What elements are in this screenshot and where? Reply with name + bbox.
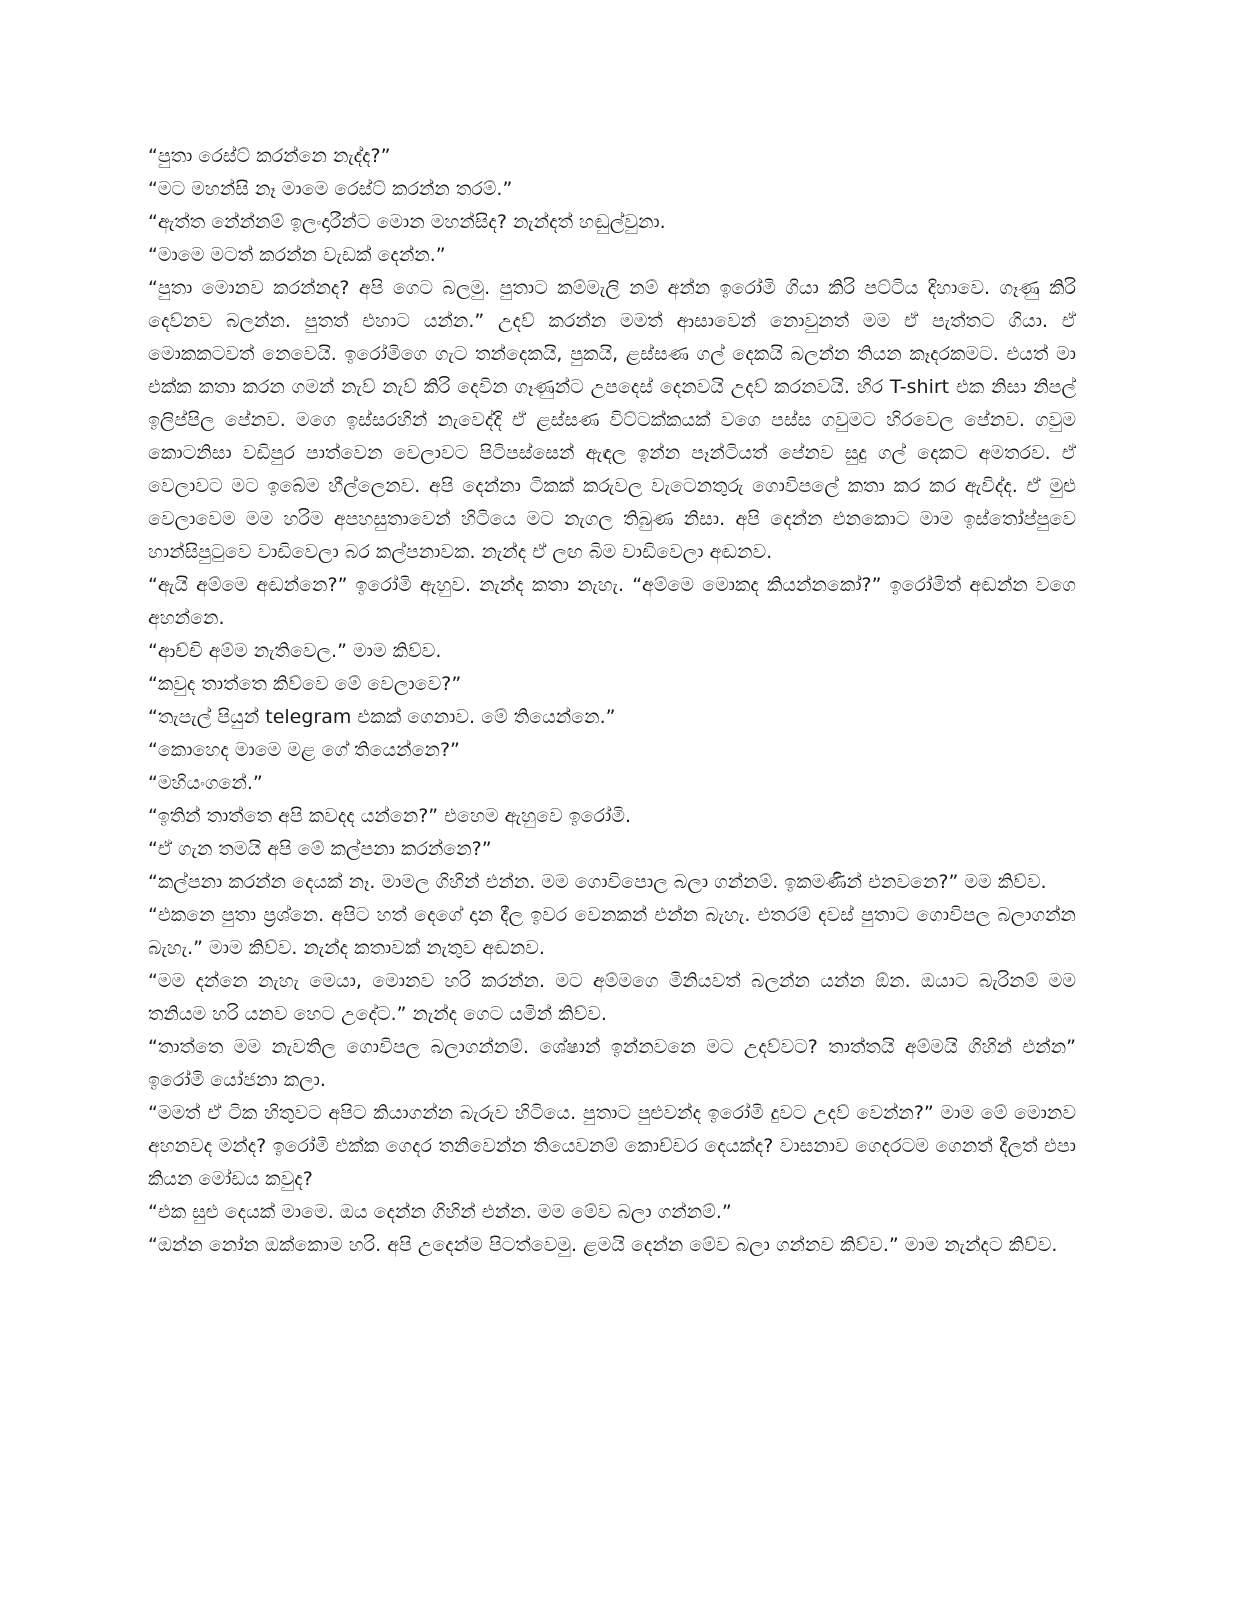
document-page <box>148 140 1076 1470</box>
paragraph: “කවුද තාත්තෙ කිව්වෙ මේ වෙලාවෙ?” <box>148 673 462 695</box>
paragraph: “ඉතින් තාත්තෙ අපි කවදද යන්නෙ?” එහෙම ඇහුවෙ ඉරෝමි. <box>148 805 631 827</box>
paragraph: “ආච්චි අම්ම නැතිවෙල.” මාම කිව්ව. <box>148 640 442 662</box>
paragraph: “එකනෙ පුතා ප්‍රශ්නෙ. අපිට හත් දෙගේ දාන දීල ඉවර වෙනකන් එන්න බැහැ. එතරම් දවස් පුතාට ගොවිපල බලාගන්න බැහැ.” මාම කිව්ව. නැන්ද කතාවක් නැතුව අඬනව. <box>148 904 1076 959</box>
paragraph: “මහියංගනේ.” <box>148 772 263 794</box>
paragraph: “ඒ ගැන තමයි අපි මේ කල්පනා කරන්නෙ?” <box>148 838 492 860</box>
paragraph: “ඔන්න නෝන ඔක්කොම හරි. අපි උදෙන්ම පිටත්වෙමු. ළමයි දෙන්න මේව බලා ගන්නව කිව්ව.” මාම නැන්දට කිව්ව. <box>148 1234 1058 1256</box>
paragraph: “ඇයි අම්මෙ අඬන්නෙ?” ඉරෝමි ඇහුව. නැන්ද කතා නැහැ. “අම්මෙ මොකද කියන්නකෝ?” ඉරෝමිත් අඬන්න වගෙ අහන්නෙ. <box>148 574 1076 629</box>
paragraph: “ඇත්ත නේන්නම් ඉලංදාරීන්ට මොන මහන්සිද? නැන්දත් හඬුල්වුනා. <box>148 211 666 233</box>
paragraph: “පුතා මොනව කරන්නද? අපි ගෙට බලමු. පුතාට කම්මැලි නම් අන්න ඉරෝමි ගියා කිරි පට්ටිය දිහාවෙ. ගෑණු කිරි දෙව්නව බලන්න. පුතත් එහාට යන්න.” උදව් කරන්න මමත් ආසාවෙන් නොවුනත් මම ඒ පැත්තට ගියා. ඒ මොකකටවත් නෙවෙයි. ඉරෝමිගෙ ගැට තන්දෙකයි, පුකයි, ළස්සණ ගල් දෙකයි බලන්න තියන කෑදරකමට. එයත් මා එක්ක කතා කරන ගමන් නැව් නැව් කිරි දෙවින ගෑණුන්ට උපදෙස් දෙනවයි උදව් කරනවයි. හිර T-shirt එක නිසා නිපල් ඉලිප්පිල පේනව. මගෙ ඉස්සරහින් නැවෙද්දි ඒ ළස්සණ විට්ටක්කයක් වගෙ පස්ස ගවුමට හිරවෙල පේනව. ගවුම කොටනිසා වඩිපුර පාත්වෙන වෙලාවට පිටිපස්සෙන් ඇඳල ඉන්න පෑන්ටියත් පේනව සුදු ගල් දෙකට අමතරව. ඒ වෙලාවට මට ඉබේම හීල්ලෙනව. අපි දෙන්නා ටිකක් කරුවල වැටෙනතුරු ගොවිපලේ කතා කර කර ඇවිද්ද. ඒ මුළු වෙලාවෙම මම හරිම අපහසුතාවෙන් හිටියෙ මට නැගල තිබුණ නිසා. අපි දෙන්න එනකොට මාම ඉස්තෝප්පුවෙ හාන්සිපුටුවෙ වාඩිවෙලා බර කල්පනාවක. නැන්ද ඒ ලඟ බිම වාඩිවෙලා අඬනව. <box>148 277 1076 563</box>
paragraph: “මාමෙ මටත් කරන්න වැඩක් දෙන්න.” <box>148 244 446 266</box>
paragraph: “කොහෙද මාමෙ මළ ගේ තියෙන්නෙ?” <box>148 739 460 761</box>
paragraph: “තාත්තෙ මම නැවතිල ගොවිපල බලාගන්නම්. ශේෂාන් ඉන්නවනෙ මට උදව්වට? තාත්තයි අම්මයි ගිහින් එන්න” ඉරෝමි යෝජනා කලා. <box>148 1036 1076 1091</box>
paragraph: “පුතා රෙස්ට් කරන්නෙ නැද්ද?” <box>148 145 391 167</box>
paragraph: “මට මහන්සි නෑ මාමෙ රෙස්ට් කරන්න තරම්.” <box>148 178 513 200</box>
paragraph: “මමත් ඒ ටික හිතුවට අපිට කියාගන්න බැරුව හිටියෙ. පුතාට පුළුවන්ද ඉරෝමි දුවට උදව් වෙන්න?” මාම මේ මොනව අහනවද මන්ද? ඉරෝමි එක්ක ගෙදර තනිවෙන්න තියෙවනම් කොච්චර දෙයක්ද? වාසනාව ගෙදරටම ගෙනත් දීලත් එපා කියන මෝඩය කවුද? <box>148 1102 1076 1190</box>
paragraph: “කල්පනා කරන්න දෙයක් නෑ. මාමල ගිහින් එන්න. මම ගොවිපොල බලා ගන්නම්. ඉකමණින් එනවනෙ?” මම කිව්ව. <box>148 871 1047 893</box>
paragraph: “එක සුළු දෙයක් මාමෙ. ඔය දෙන්න ගිහින් එන්න. මම මේව බලා ගන්නම්.” <box>148 1201 732 1223</box>
paragraph: “මම දන්නෙ නැහැ මෙයා, මොනව හරි කරන්න. මට අම්මගෙ මිනියවත් බලන්න යන්න ඕන. ඔයාට බැරිනම් මම තනියම හරි යනව හෙට උදේට.” නැන්ද ගෙට යමින් කිව්ව. <box>148 970 1076 1025</box>
paragraph: “තැපැල් පියුන් telegram එකක් ගෙනාව. මේ තියෙන්නෙ.” <box>148 706 616 728</box>
